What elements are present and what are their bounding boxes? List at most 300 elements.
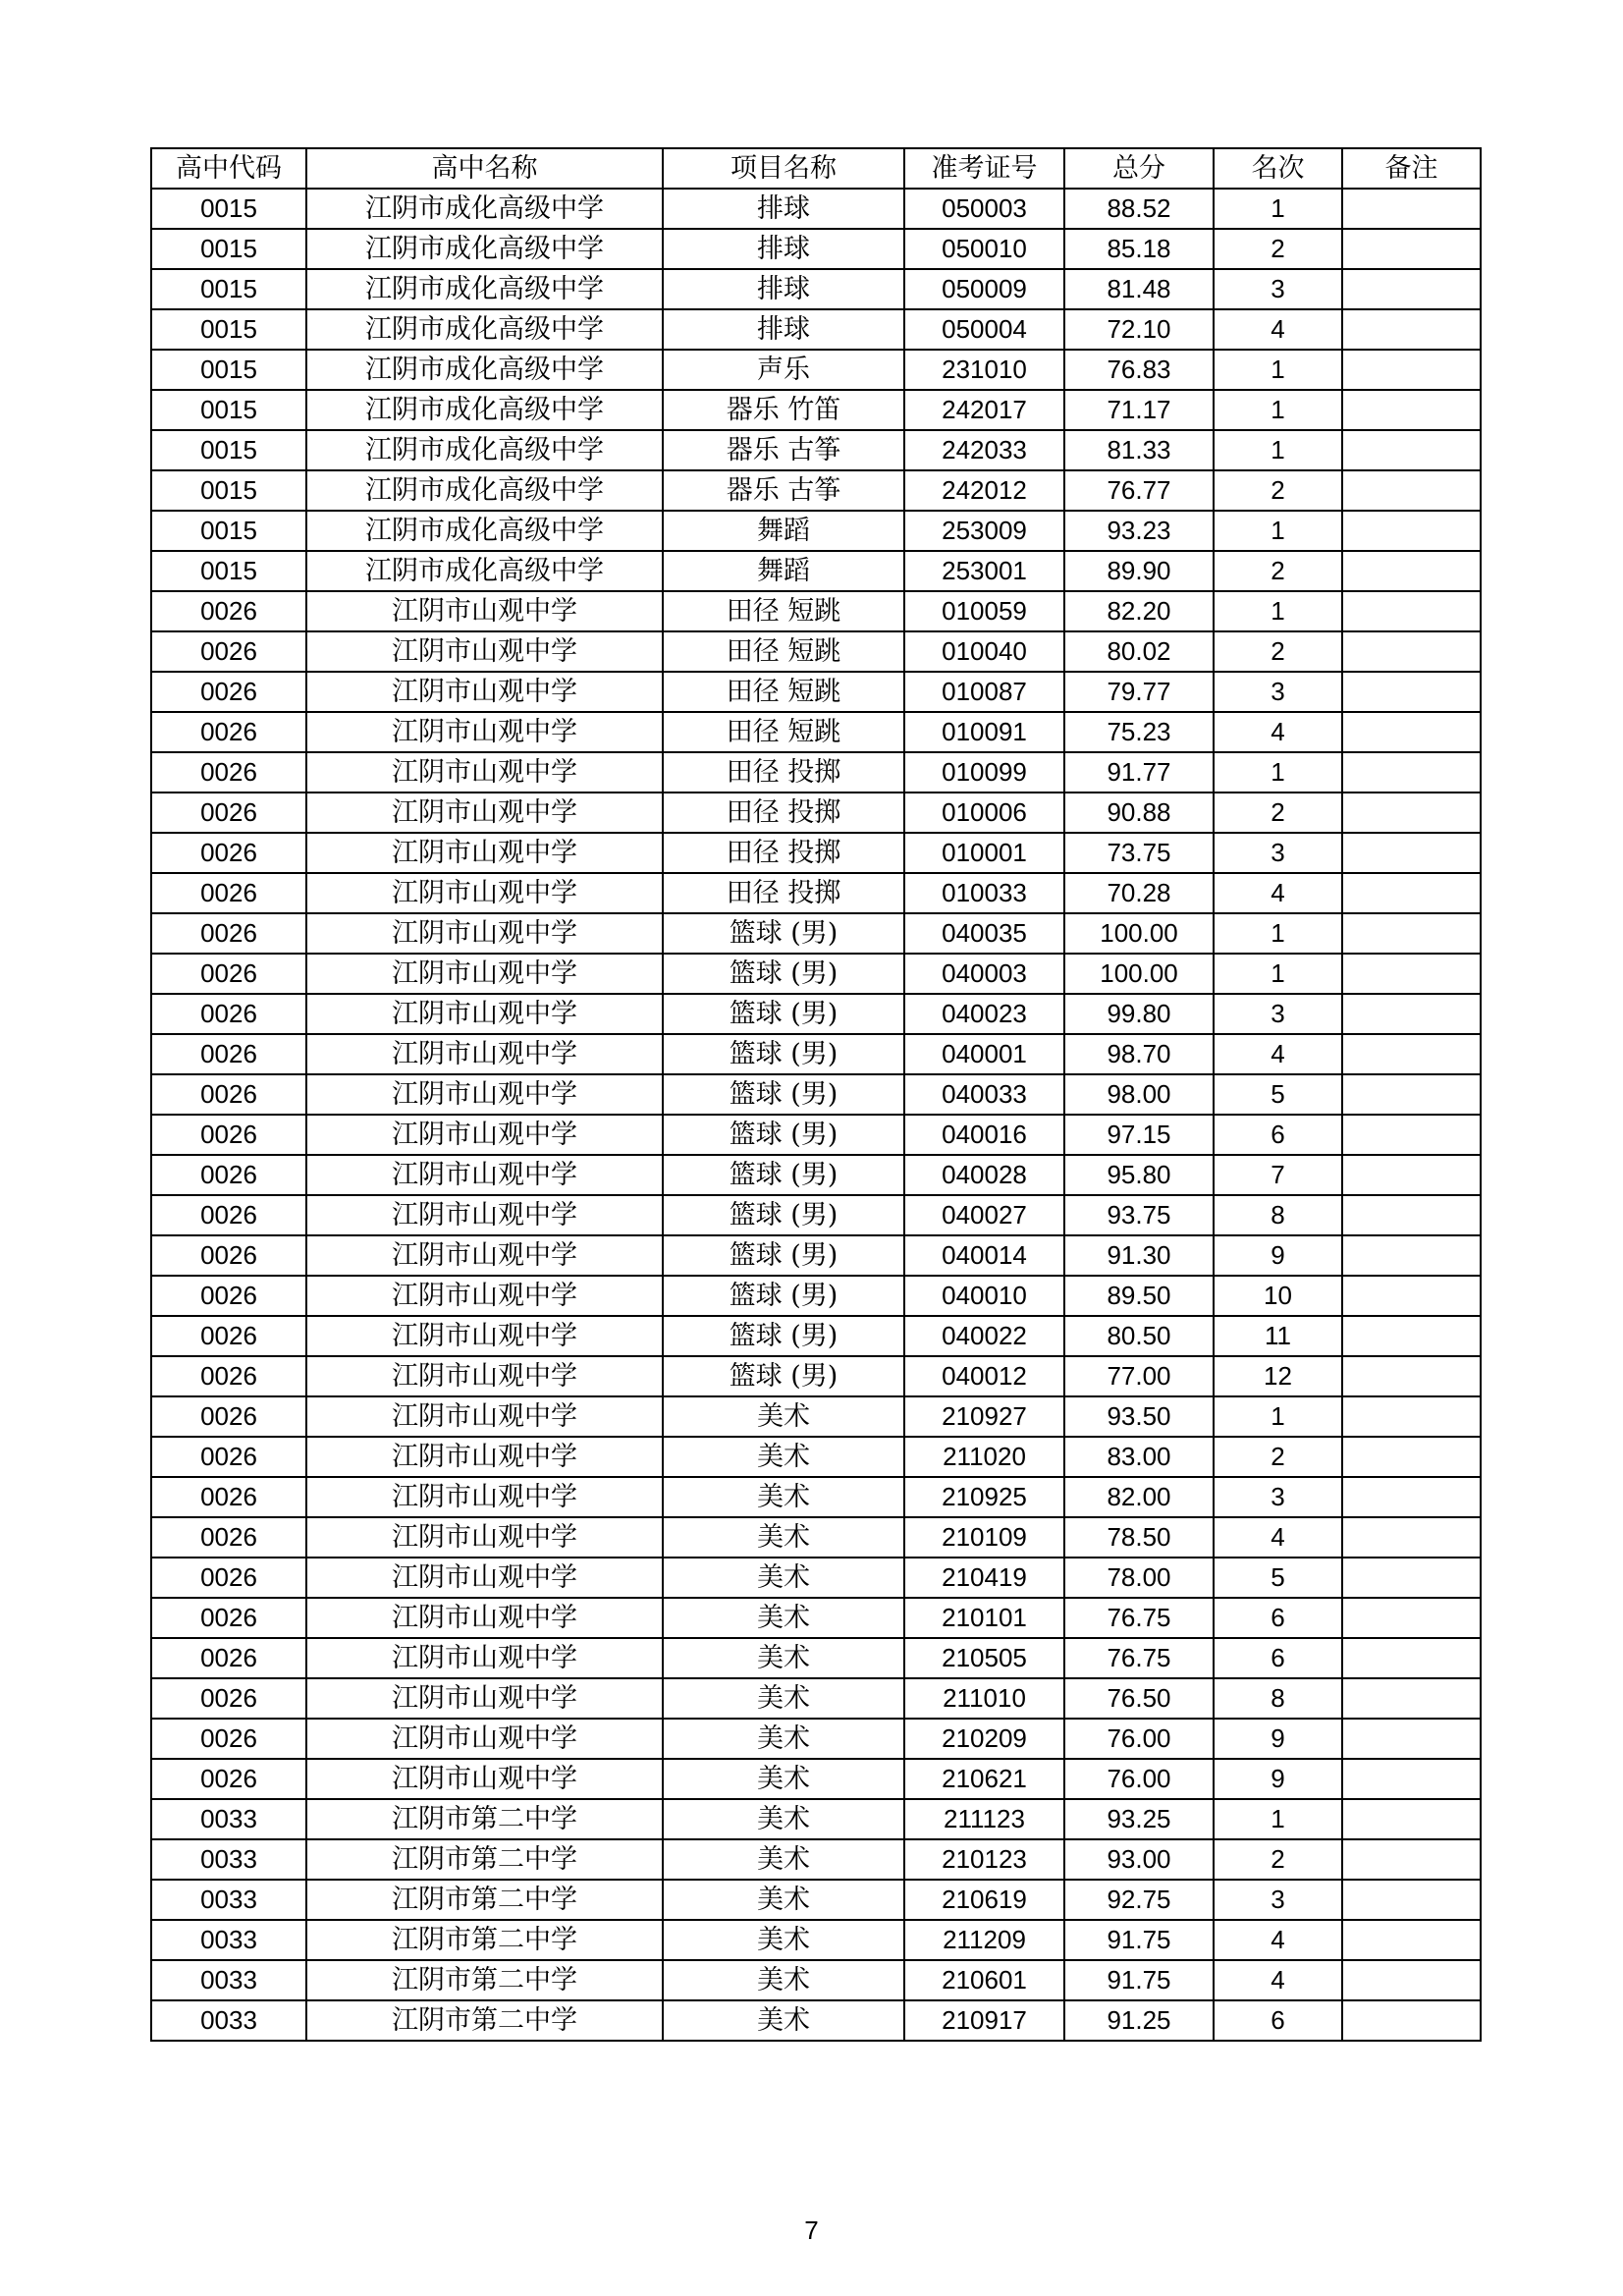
table-row <box>151 1074 1481 1115</box>
cell-remarks <box>1342 1839 1481 1880</box>
cell-rank: 5 <box>1214 1074 1342 1115</box>
cell-school-code: 0026 <box>151 1276 306 1316</box>
cell-exam-id: 040033 <box>904 1074 1064 1115</box>
table-row <box>151 1678 1481 1719</box>
table-row <box>151 229 1481 269</box>
cell-rank: 6 <box>1214 2000 1342 2041</box>
cell-exam-id: 242012 <box>904 470 1064 511</box>
table-row <box>151 793 1481 833</box>
cell-total-score: 100.00 <box>1064 954 1214 994</box>
cell-exam-id: 040012 <box>904 1356 1064 1396</box>
table-row <box>151 1517 1481 1558</box>
cell-school-code: 0026 <box>151 913 306 954</box>
table-row <box>151 1276 1481 1316</box>
cell-exam-id: 010040 <box>904 631 1064 672</box>
cell-school-name: 江阴市第二中学 <box>306 1960 663 2000</box>
cell-rank: 2 <box>1214 793 1342 833</box>
cell-event-name: 美术 <box>663 1960 904 2000</box>
cell-remarks <box>1342 1235 1481 1276</box>
cell-rank: 11 <box>1214 1316 1342 1356</box>
cell-rank: 4 <box>1214 309 1342 350</box>
cell-exam-id: 210925 <box>904 1477 1064 1517</box>
cell-exam-id: 050009 <box>904 269 1064 309</box>
cell-exam-id: 010006 <box>904 793 1064 833</box>
cell-school-name: 江阴市山观中学 <box>306 752 663 793</box>
cell-remarks <box>1342 2000 1481 2041</box>
cell-rank: 4 <box>1214 873 1342 913</box>
cell-remarks <box>1342 752 1481 793</box>
header-total-score: 总分 <box>1064 148 1214 189</box>
cell-rank: 4 <box>1214 1034 1342 1074</box>
table-row <box>151 752 1481 793</box>
cell-school-code: 0026 <box>151 1638 306 1678</box>
cell-school-name: 江阴市山观中学 <box>306 1356 663 1396</box>
cell-exam-id: 210505 <box>904 1638 1064 1678</box>
table-row <box>151 591 1481 631</box>
table-row <box>151 269 1481 309</box>
cell-remarks <box>1342 430 1481 470</box>
cell-total-score: 83.00 <box>1064 1437 1214 1477</box>
cell-event-name: 器乐 古筝 <box>663 470 904 511</box>
table-row <box>151 1477 1481 1517</box>
cell-school-code: 0026 <box>151 1517 306 1558</box>
table-row <box>151 390 1481 430</box>
cell-exam-id: 210209 <box>904 1719 1064 1759</box>
cell-school-code: 0026 <box>151 1115 306 1155</box>
table-row <box>151 189 1481 229</box>
cell-event-name: 篮球 (男) <box>663 1034 904 1074</box>
cell-total-score: 85.18 <box>1064 229 1214 269</box>
results-table <box>150 147 1482 2042</box>
cell-school-name: 江阴市山观中学 <box>306 1396 663 1437</box>
cell-school-code: 0026 <box>151 672 306 712</box>
cell-event-name: 排球 <box>663 309 904 350</box>
table-row <box>151 1880 1481 1920</box>
cell-school-name: 江阴市山观中学 <box>306 1155 663 1195</box>
table-row <box>151 1437 1481 1477</box>
cell-event-name: 田径 投掷 <box>663 752 904 793</box>
cell-event-name: 器乐 竹笛 <box>663 390 904 430</box>
cell-school-code: 0026 <box>151 1598 306 1638</box>
cell-rank: 4 <box>1214 1960 1342 2000</box>
cell-rank: 5 <box>1214 1558 1342 1598</box>
table-row <box>151 833 1481 873</box>
cell-total-score: 77.00 <box>1064 1356 1214 1396</box>
cell-school-name: 江阴市山观中学 <box>306 672 663 712</box>
table-row <box>151 1316 1481 1356</box>
page-number: 7 <box>804 2215 819 2245</box>
cell-total-score: 95.80 <box>1064 1155 1214 1195</box>
cell-total-score: 73.75 <box>1064 833 1214 873</box>
cell-remarks <box>1342 954 1481 994</box>
cell-exam-id: 210123 <box>904 1839 1064 1880</box>
cell-rank: 2 <box>1214 631 1342 672</box>
cell-total-score: 98.70 <box>1064 1034 1214 1074</box>
table-row <box>151 1396 1481 1437</box>
cell-total-score: 81.33 <box>1064 430 1214 470</box>
cell-school-code: 0033 <box>151 2000 306 2041</box>
table-row <box>151 350 1481 390</box>
cell-event-name: 美术 <box>663 1638 904 1678</box>
cell-total-score: 81.48 <box>1064 269 1214 309</box>
cell-rank: 3 <box>1214 1880 1342 1920</box>
cell-school-code: 0026 <box>151 1235 306 1276</box>
cell-school-name: 江阴市第二中学 <box>306 1839 663 1880</box>
cell-total-score: 89.90 <box>1064 551 1214 591</box>
cell-school-code: 0026 <box>151 1195 306 1235</box>
cell-remarks <box>1342 1115 1481 1155</box>
cell-remarks <box>1342 1437 1481 1477</box>
cell-school-name: 江阴市成化高级中学 <box>306 470 663 511</box>
cell-remarks <box>1342 1638 1481 1678</box>
table-row <box>151 1799 1481 1839</box>
cell-remarks <box>1342 470 1481 511</box>
cell-remarks <box>1342 1558 1481 1598</box>
cell-exam-id: 040022 <box>904 1316 1064 1356</box>
header-school-name: 高中名称 <box>306 148 663 189</box>
cell-total-score: 100.00 <box>1064 913 1214 954</box>
header-remarks: 备注 <box>1342 148 1481 189</box>
cell-total-score: 91.75 <box>1064 1920 1214 1960</box>
cell-event-name: 美术 <box>663 1880 904 1920</box>
header-event-name: 项目名称 <box>663 148 904 189</box>
table-row <box>151 430 1481 470</box>
cell-exam-id: 210601 <box>904 1960 1064 2000</box>
table-row <box>151 954 1481 994</box>
cell-rank: 1 <box>1214 1799 1342 1839</box>
cell-school-code: 0026 <box>151 1759 306 1799</box>
cell-school-code: 0033 <box>151 1799 306 1839</box>
cell-remarks <box>1342 1517 1481 1558</box>
table-row <box>151 631 1481 672</box>
cell-event-name: 篮球 (男) <box>663 1276 904 1316</box>
cell-school-name: 江阴市山观中学 <box>306 1316 663 1356</box>
cell-rank: 7 <box>1214 1155 1342 1195</box>
cell-school-name: 江阴市山观中学 <box>306 591 663 631</box>
cell-rank: 1 <box>1214 752 1342 793</box>
cell-total-score: 92.75 <box>1064 1880 1214 1920</box>
cell-school-code: 0026 <box>151 1558 306 1598</box>
cell-remarks <box>1342 793 1481 833</box>
cell-total-score: 98.00 <box>1064 1074 1214 1115</box>
cell-rank: 3 <box>1214 833 1342 873</box>
cell-school-name: 江阴市成化高级中学 <box>306 189 663 229</box>
cell-total-score: 89.50 <box>1064 1276 1214 1316</box>
cell-school-name: 江阴市第二中学 <box>306 1799 663 1839</box>
cell-total-score: 75.23 <box>1064 712 1214 752</box>
cell-event-name: 篮球 (男) <box>663 1356 904 1396</box>
table-row <box>151 873 1481 913</box>
cell-exam-id: 040035 <box>904 913 1064 954</box>
cell-exam-id: 253009 <box>904 511 1064 551</box>
cell-total-score: 93.25 <box>1064 1799 1214 1839</box>
cell-rank: 9 <box>1214 1235 1342 1276</box>
cell-school-code: 0026 <box>151 1316 306 1356</box>
table-row <box>151 913 1481 954</box>
cell-exam-id: 040027 <box>904 1195 1064 1235</box>
table-row <box>151 1034 1481 1074</box>
cell-rank: 2 <box>1214 551 1342 591</box>
cell-exam-id: 211123 <box>904 1799 1064 1839</box>
cell-school-code: 0026 <box>151 1437 306 1477</box>
cell-school-code: 0026 <box>151 631 306 672</box>
cell-school-name: 江阴市山观中学 <box>306 793 663 833</box>
cell-school-code: 0026 <box>151 994 306 1034</box>
cell-event-name: 篮球 (男) <box>663 1155 904 1195</box>
cell-event-name: 美术 <box>663 1799 904 1839</box>
cell-event-name: 田径 投掷 <box>663 793 904 833</box>
cell-exam-id: 211209 <box>904 1920 1064 1960</box>
cell-rank: 6 <box>1214 1115 1342 1155</box>
cell-exam-id: 050003 <box>904 189 1064 229</box>
cell-rank: 3 <box>1214 994 1342 1034</box>
cell-school-name: 江阴市山观中学 <box>306 1678 663 1719</box>
cell-rank: 1 <box>1214 591 1342 631</box>
cell-event-name: 田径 投掷 <box>663 833 904 873</box>
cell-remarks <box>1342 1920 1481 1960</box>
cell-total-score: 97.15 <box>1064 1115 1214 1155</box>
table-row <box>151 672 1481 712</box>
cell-rank: 1 <box>1214 1396 1342 1437</box>
cell-school-name: 江阴市山观中学 <box>306 873 663 913</box>
cell-exam-id: 010001 <box>904 833 1064 873</box>
table-row <box>151 1638 1481 1678</box>
cell-remarks <box>1342 1396 1481 1437</box>
table-row <box>151 309 1481 350</box>
table-row <box>151 1920 1481 1960</box>
cell-rank: 1 <box>1214 913 1342 954</box>
table-row <box>151 2000 1481 2041</box>
cell-remarks <box>1342 712 1481 752</box>
cell-event-name: 美术 <box>663 1839 904 1880</box>
cell-event-name: 篮球 (男) <box>663 1115 904 1155</box>
cell-rank: 8 <box>1214 1195 1342 1235</box>
cell-total-score: 76.75 <box>1064 1638 1214 1678</box>
cell-rank: 2 <box>1214 470 1342 511</box>
cell-rank: 3 <box>1214 1477 1342 1517</box>
cell-rank: 1 <box>1214 511 1342 551</box>
cell-exam-id: 040001 <box>904 1034 1064 1074</box>
cell-event-name: 篮球 (男) <box>663 1195 904 1235</box>
cell-rank: 8 <box>1214 1678 1342 1719</box>
cell-rank: 4 <box>1214 1517 1342 1558</box>
cell-remarks <box>1342 873 1481 913</box>
table-row <box>151 470 1481 511</box>
cell-total-score: 79.77 <box>1064 672 1214 712</box>
cell-remarks <box>1342 1195 1481 1235</box>
table-row <box>151 1558 1481 1598</box>
cell-event-name: 美术 <box>663 1558 904 1598</box>
cell-remarks <box>1342 591 1481 631</box>
cell-school-code: 0026 <box>151 1678 306 1719</box>
cell-event-name: 美术 <box>663 1678 904 1719</box>
cell-event-name: 田径 短跳 <box>663 712 904 752</box>
cell-total-score: 91.25 <box>1064 2000 1214 2041</box>
cell-exam-id: 050004 <box>904 309 1064 350</box>
cell-school-code: 0026 <box>151 1155 306 1195</box>
cell-rank: 1 <box>1214 390 1342 430</box>
cell-total-score: 93.23 <box>1064 511 1214 551</box>
cell-exam-id: 210419 <box>904 1558 1064 1598</box>
table-row <box>151 1759 1481 1799</box>
cell-school-code: 0026 <box>151 1356 306 1396</box>
cell-rank: 4 <box>1214 1920 1342 1960</box>
cell-school-name: 江阴市成化高级中学 <box>306 309 663 350</box>
cell-school-code: 0033 <box>151 1920 306 1960</box>
cell-exam-id: 040014 <box>904 1235 1064 1276</box>
cell-school-name: 江阴市山观中学 <box>306 1276 663 1316</box>
cell-event-name: 声乐 <box>663 350 904 390</box>
cell-school-code: 0026 <box>151 873 306 913</box>
cell-remarks <box>1342 1880 1481 1920</box>
cell-exam-id: 040003 <box>904 954 1064 994</box>
cell-event-name: 排球 <box>663 189 904 229</box>
cell-event-name: 篮球 (男) <box>663 954 904 994</box>
cell-exam-id: 040010 <box>904 1276 1064 1316</box>
cell-event-name: 排球 <box>663 269 904 309</box>
table-row <box>151 1719 1481 1759</box>
cell-exam-id: 010099 <box>904 752 1064 793</box>
cell-remarks <box>1342 1155 1481 1195</box>
cell-exam-id: 242017 <box>904 390 1064 430</box>
cell-remarks <box>1342 1719 1481 1759</box>
cell-event-name: 篮球 (男) <box>663 1316 904 1356</box>
table-row <box>151 1155 1481 1195</box>
cell-school-name: 江阴市第二中学 <box>306 2000 663 2041</box>
cell-school-name: 江阴市山观中学 <box>306 994 663 1034</box>
cell-exam-id: 211020 <box>904 1437 1064 1477</box>
cell-remarks <box>1342 390 1481 430</box>
cell-total-score: 80.50 <box>1064 1316 1214 1356</box>
cell-remarks <box>1342 672 1481 712</box>
cell-exam-id: 010091 <box>904 712 1064 752</box>
cell-exam-id: 210619 <box>904 1880 1064 1920</box>
cell-remarks <box>1342 631 1481 672</box>
cell-event-name: 篮球 (男) <box>663 994 904 1034</box>
cell-school-code: 0026 <box>151 833 306 873</box>
cell-school-code: 0015 <box>151 390 306 430</box>
cell-rank: 1 <box>1214 954 1342 994</box>
cell-event-name: 田径 短跳 <box>663 672 904 712</box>
cell-event-name: 篮球 (男) <box>663 1074 904 1115</box>
cell-rank: 2 <box>1214 229 1342 269</box>
cell-remarks <box>1342 1276 1481 1316</box>
cell-rank: 1 <box>1214 189 1342 229</box>
header-exam-id: 准考证号 <box>904 148 1064 189</box>
cell-remarks <box>1342 269 1481 309</box>
cell-school-code: 0015 <box>151 309 306 350</box>
cell-school-code: 0015 <box>151 511 306 551</box>
cell-school-name: 江阴市山观中学 <box>306 833 663 873</box>
cell-rank: 1 <box>1214 430 1342 470</box>
cell-rank: 3 <box>1214 269 1342 309</box>
cell-school-name: 江阴市山观中学 <box>306 1074 663 1115</box>
cell-remarks <box>1342 1074 1481 1115</box>
cell-school-name: 江阴市成化高级中学 <box>306 390 663 430</box>
cell-rank: 12 <box>1214 1356 1342 1396</box>
cell-remarks <box>1342 1356 1481 1396</box>
cell-rank: 2 <box>1214 1437 1342 1477</box>
cell-exam-id: 040016 <box>904 1115 1064 1155</box>
table-row <box>151 1839 1481 1880</box>
cell-event-name: 田径 短跳 <box>663 631 904 672</box>
cell-school-name: 江阴市第二中学 <box>306 1920 663 1960</box>
cell-event-name: 美术 <box>663 1759 904 1799</box>
table-row <box>151 551 1481 591</box>
cell-remarks <box>1342 1598 1481 1638</box>
cell-school-code: 0015 <box>151 189 306 229</box>
cell-exam-id: 010033 <box>904 873 1064 913</box>
cell-total-score: 70.28 <box>1064 873 1214 913</box>
cell-remarks <box>1342 1678 1481 1719</box>
cell-total-score: 99.80 <box>1064 994 1214 1034</box>
cell-school-name: 江阴市山观中学 <box>306 1195 663 1235</box>
cell-school-code: 0026 <box>151 793 306 833</box>
cell-total-score: 78.50 <box>1064 1517 1214 1558</box>
cell-event-name: 舞蹈 <box>663 511 904 551</box>
cell-event-name: 美术 <box>663 1477 904 1517</box>
cell-remarks <box>1342 913 1481 954</box>
table-row <box>151 1115 1481 1155</box>
cell-total-score: 76.75 <box>1064 1598 1214 1638</box>
cell-event-name: 美术 <box>663 1598 904 1638</box>
cell-school-name: 江阴市山观中学 <box>306 631 663 672</box>
cell-school-name: 江阴市成化高级中学 <box>306 551 663 591</box>
cell-school-name: 江阴市山观中学 <box>306 913 663 954</box>
cell-school-name: 江阴市山观中学 <box>306 1517 663 1558</box>
cell-school-code: 0026 <box>151 752 306 793</box>
cell-exam-id: 210621 <box>904 1759 1064 1799</box>
table-row <box>151 1195 1481 1235</box>
cell-remarks <box>1342 1034 1481 1074</box>
cell-remarks <box>1342 1477 1481 1517</box>
cell-exam-id: 010087 <box>904 672 1064 712</box>
cell-school-name: 江阴市山观中学 <box>306 1477 663 1517</box>
cell-total-score: 76.77 <box>1064 470 1214 511</box>
cell-event-name: 篮球 (男) <box>663 913 904 954</box>
header-school-code: 高中代码 <box>151 148 306 189</box>
cell-remarks <box>1342 1759 1481 1799</box>
cell-remarks <box>1342 551 1481 591</box>
cell-remarks <box>1342 1799 1481 1839</box>
cell-school-code: 0015 <box>151 470 306 511</box>
cell-total-score: 80.02 <box>1064 631 1214 672</box>
cell-event-name: 田径 投掷 <box>663 873 904 913</box>
cell-event-name: 美术 <box>663 1719 904 1759</box>
cell-exam-id: 210109 <box>904 1517 1064 1558</box>
cell-school-code: 0026 <box>151 1034 306 1074</box>
cell-school-name: 江阴市成化高级中学 <box>306 430 663 470</box>
cell-remarks <box>1342 229 1481 269</box>
cell-exam-id: 040023 <box>904 994 1064 1034</box>
cell-school-name: 江阴市山观中学 <box>306 1558 663 1598</box>
cell-exam-id: 010059 <box>904 591 1064 631</box>
cell-event-name: 排球 <box>663 229 904 269</box>
table-row <box>151 1960 1481 2000</box>
cell-exam-id: 040028 <box>904 1155 1064 1195</box>
header-row <box>151 148 1481 189</box>
cell-rank: 6 <box>1214 1638 1342 1678</box>
cell-event-name: 田径 短跳 <box>663 591 904 631</box>
cell-event-name: 器乐 古筝 <box>663 430 904 470</box>
cell-remarks <box>1342 833 1481 873</box>
cell-school-code: 0033 <box>151 1880 306 1920</box>
cell-school-name: 江阴市山观中学 <box>306 1638 663 1678</box>
cell-event-name: 篮球 (男) <box>663 1235 904 1276</box>
cell-total-score: 82.20 <box>1064 591 1214 631</box>
cell-school-code: 0026 <box>151 712 306 752</box>
cell-total-score: 76.83 <box>1064 350 1214 390</box>
